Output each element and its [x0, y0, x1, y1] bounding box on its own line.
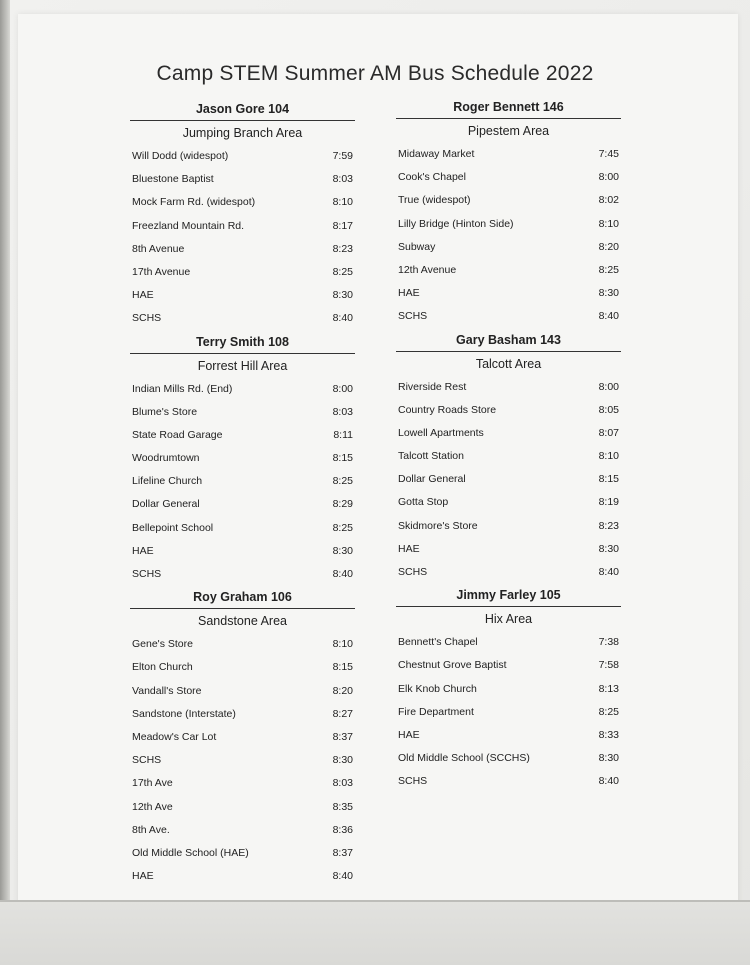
route-block	[130, 586, 355, 888]
route-driver: Gary Basham 143	[456, 332, 561, 347]
stop-time: 8:29	[332, 498, 353, 511]
stop-row	[130, 633, 355, 656]
stop-name: HAE	[132, 544, 154, 557]
stop-time: 8:25	[598, 705, 619, 718]
stop-row	[130, 191, 355, 214]
stop-name: Lowell Apartments	[398, 426, 484, 439]
stop-time: 8:02	[598, 194, 619, 207]
paper-sheet	[18, 14, 738, 949]
stop-name: Will Dodd (widespot)	[132, 150, 229, 162]
route-block	[396, 96, 621, 329]
stop-time: 8:27	[332, 707, 353, 720]
route-area: Jumping Branch Area	[182, 126, 303, 140]
stop-row	[396, 422, 621, 445]
stop-time: 8:37	[332, 846, 353, 859]
stop-time: 8:33	[598, 728, 619, 741]
stop-time: 8:10	[332, 196, 353, 209]
stop-name: SCHS	[132, 754, 162, 767]
stop-row	[130, 656, 355, 679]
stop-name: Gene's Store	[132, 638, 193, 651]
stop-row	[130, 680, 355, 703]
route-driver: Roy Graham 106	[193, 590, 292, 605]
stop-row	[396, 213, 621, 236]
page-edge-shadow	[0, 0, 10, 965]
stop-name: Talcott Station	[398, 450, 464, 463]
stop-row	[130, 749, 355, 772]
stop-name: State Road Garage	[132, 428, 223, 441]
stop-row	[396, 166, 621, 189]
route-area: Hix Area	[484, 612, 533, 627]
stop-row	[396, 468, 621, 491]
stop-time: 8:40	[332, 568, 353, 580]
route-driver: Jimmy Farley 105	[456, 588, 561, 603]
paper-bottom-edge	[0, 900, 750, 902]
stop-name: Bellepoint School	[132, 521, 214, 534]
stop-row	[396, 445, 621, 468]
stop-time: 8:25	[332, 521, 353, 534]
stop-time: 8:07	[598, 426, 619, 439]
stop-time: 8:15	[332, 661, 353, 674]
route-block	[130, 98, 355, 331]
stop-row	[130, 493, 355, 516]
stop-name: Riverside Rest	[398, 380, 467, 393]
stop-row	[130, 772, 355, 795]
stop-time: 8:00	[598, 380, 619, 393]
stop-row	[130, 865, 355, 888]
stop-row	[130, 378, 355, 401]
stop-name: Cook's Chapel	[398, 171, 466, 184]
stop-time: 8:00	[332, 382, 353, 395]
stop-row	[130, 307, 355, 330]
stop-row	[130, 563, 355, 586]
stop-name: SCHS	[398, 775, 428, 788]
route-area: Pipestem Area	[467, 124, 550, 138]
stop-time: 8:03	[332, 777, 353, 790]
route-area: Talcott Area	[475, 356, 542, 371]
stop-name: Old Middle School (SCCHS)	[398, 752, 530, 765]
stop-row	[130, 842, 355, 865]
stop-name: 8th Ave.	[132, 823, 170, 836]
stop-name: Dollar General	[132, 498, 200, 511]
stop-time: 8:20	[332, 684, 353, 697]
stop-row	[130, 517, 355, 540]
page-title: Camp STEM Summer AM Bus Schedule 2022	[156, 62, 594, 85]
stop-name: 17th Ave	[132, 777, 173, 790]
stop-time: 8:10	[332, 638, 353, 651]
stop-row	[396, 770, 621, 793]
stop-row	[396, 259, 621, 282]
stop-time: 8:40	[598, 310, 619, 323]
stop-name: Woodrumtown	[132, 452, 200, 465]
stop-name: HAE	[398, 542, 420, 555]
stop-time: 8:30	[332, 544, 353, 557]
stop-row	[396, 654, 621, 677]
left-column	[130, 98, 355, 888]
stop-name: HAE	[398, 287, 420, 300]
stop-time: 8:25	[598, 263, 619, 276]
stop-name: Sandstone (Interstate)	[132, 707, 236, 720]
stop-row	[130, 796, 355, 819]
stop-time: 8:30	[598, 752, 619, 765]
stop-row	[396, 561, 621, 584]
stop-name: Lilly Bridge (Hinton Side)	[398, 217, 514, 230]
stop-time: 8:03	[332, 173, 353, 186]
stop-name: Lifeline Church	[132, 475, 203, 488]
stop-name: Old Middle School (HAE)	[132, 846, 249, 859]
stop-time: 8:10	[598, 450, 619, 463]
route-driver: Terry Smith 108	[196, 334, 289, 349]
stop-time: 8:05	[598, 403, 619, 416]
stop-row	[396, 631, 621, 654]
stop-row	[396, 189, 621, 212]
stop-time: 8:40	[332, 870, 353, 883]
stop-time: 8:25	[332, 265, 353, 278]
stop-row	[130, 470, 355, 493]
stop-row	[130, 238, 355, 261]
stop-row	[396, 538, 621, 561]
stop-name: Indian Mills Rd. (End)	[132, 382, 233, 395]
stop-time: 8:40	[332, 312, 353, 325]
stop-time: 8:40	[598, 775, 619, 788]
route-driver: Roger Bennett 146	[453, 100, 564, 114]
stop-row	[130, 726, 355, 749]
stop-name: Vandall's Store	[132, 684, 202, 697]
route-area: Sandstone Area	[198, 614, 287, 629]
stop-row	[130, 819, 355, 842]
stop-name: Elton Church	[132, 661, 193, 674]
stop-name: Freezland Mountain Rd.	[132, 219, 245, 232]
stop-row	[130, 261, 355, 284]
stop-name: HAE	[132, 870, 154, 883]
stop-row	[396, 376, 621, 399]
stop-name: 17th Avenue	[132, 265, 191, 278]
stop-row	[130, 540, 355, 563]
stop-row	[130, 424, 355, 447]
stop-time: 8:30	[332, 754, 353, 767]
stop-row	[130, 215, 355, 238]
stop-row	[130, 401, 355, 424]
stop-row	[130, 703, 355, 726]
stop-time: 8:15	[598, 473, 619, 486]
stop-name: 12th Ave	[132, 800, 173, 813]
stop-time: 8:10	[598, 217, 619, 230]
stop-name: SCHS	[132, 568, 162, 580]
stop-name: Gotta Stop	[398, 496, 449, 509]
stop-time: 8:20	[598, 240, 619, 253]
stop-time: 8:15	[332, 452, 353, 465]
stop-row	[396, 701, 621, 724]
stop-name: SCHS	[398, 310, 428, 323]
route-block	[396, 329, 621, 585]
stop-row	[396, 143, 621, 166]
stop-time: 8:13	[598, 682, 619, 695]
stop-name: SCHS	[132, 312, 162, 325]
stop-time: 7:38	[598, 636, 619, 649]
stop-time: 8:17	[332, 219, 353, 232]
stop-time: 8:37	[332, 730, 353, 743]
stop-name: HAE	[132, 289, 154, 302]
stop-name: True (widespot)	[398, 194, 471, 207]
stop-time: 7:58	[598, 659, 619, 672]
stop-time: 8:03	[332, 405, 353, 418]
stop-time: 8:19	[598, 496, 619, 509]
stop-name: 12th Avenue	[398, 263, 457, 276]
stop-name: Bennett's Chapel	[398, 636, 478, 649]
stop-time: 8:40	[598, 566, 619, 578]
stop-row	[130, 145, 355, 168]
stop-row	[396, 236, 621, 259]
stop-name: 8th Avenue	[132, 242, 185, 255]
route-driver: Jason Gore 104	[195, 102, 290, 116]
stop-name: Blume's Store	[132, 405, 198, 418]
right-column	[396, 96, 621, 794]
stop-time: 8:30	[598, 542, 619, 555]
stop-row	[130, 447, 355, 470]
stop-name: Skidmore's Store	[398, 519, 478, 532]
stop-row	[396, 491, 621, 514]
stop-row	[396, 399, 621, 422]
stop-time: 8:00	[598, 171, 619, 184]
stop-time: 8:30	[332, 289, 353, 302]
stop-name: Elk Knob Church	[398, 682, 477, 695]
stop-time: 8:35	[332, 800, 353, 813]
stop-time: 8:30	[598, 287, 619, 300]
stop-name: Meadow's Car Lot	[132, 730, 217, 743]
stop-name: Dollar General	[398, 473, 466, 486]
route-block	[396, 584, 621, 793]
stop-name: Bluestone Baptist	[132, 173, 214, 186]
stop-name: Fire Department	[398, 705, 474, 718]
stop-row	[396, 305, 621, 328]
stop-name: Country Roads Store	[398, 403, 497, 416]
stop-name: SCHS	[398, 566, 428, 578]
stop-time: 8:23	[598, 519, 619, 532]
stop-row	[396, 282, 621, 305]
stop-name: HAE	[398, 728, 420, 741]
route-area: Forrest Hill Area	[197, 358, 288, 373]
stop-name: Chestnut Grove Baptist	[398, 659, 507, 672]
stop-time: 8:25	[332, 475, 353, 488]
stop-time: 7:45	[598, 148, 619, 160]
route-block	[130, 331, 355, 587]
stop-row	[396, 724, 621, 747]
stop-name: Midaway Market	[398, 148, 475, 160]
stop-row	[396, 515, 621, 538]
stop-name: Mock Farm Rd. (widespot)	[132, 196, 256, 209]
stop-row	[130, 168, 355, 191]
stop-time: 8:23	[332, 242, 353, 255]
stop-time: 8:11	[333, 428, 353, 441]
stop-row	[130, 284, 355, 307]
stop-time: 8:36	[332, 823, 353, 836]
table-surface	[0, 900, 750, 965]
stop-row	[396, 747, 621, 770]
stop-name: Subway	[398, 240, 436, 253]
stop-row	[396, 678, 621, 701]
stop-time: 7:59	[332, 150, 353, 162]
